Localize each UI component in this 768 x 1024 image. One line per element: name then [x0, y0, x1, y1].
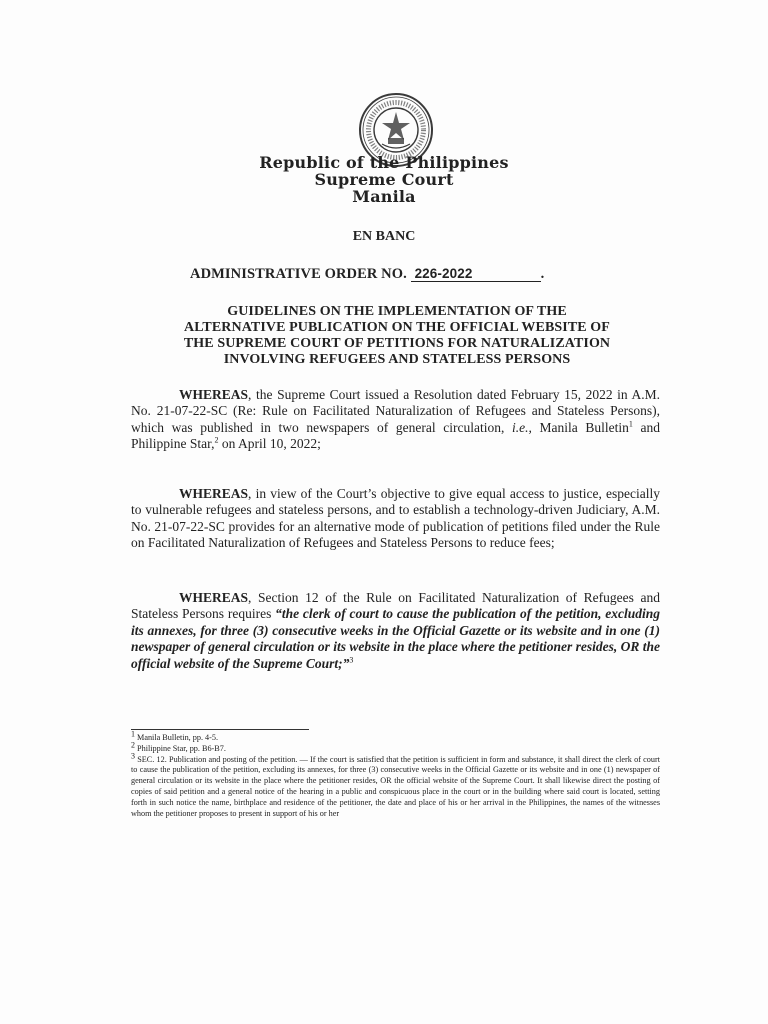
- footnote-number: 3: [131, 750, 135, 760]
- whereas-lead: WHEREAS: [179, 486, 249, 501]
- administrative-order-line: [190, 266, 544, 283]
- header-country: Republic of the Philippines: [259, 153, 509, 172]
- order-dot: .: [540, 266, 545, 282]
- header-court: Supreme Court: [314, 170, 454, 189]
- paragraph-text: , Section 12 of the Rule on Facilitated Naturalization of Refugees and Stateless Persons requires: [131, 590, 660, 622]
- footnote-number: 2: [131, 740, 135, 750]
- title-line: GUIDELINES ON THE IMPLEMENTATION OF THE: [227, 304, 567, 319]
- administrative-order-label: ADMINISTRATIVE ORDER NO.: [190, 266, 407, 282]
- footnote-1: [131, 729, 660, 744]
- footnote-ref: 1: [628, 419, 633, 429]
- document-title: [132, 304, 662, 368]
- en-banc-heading: EN BANC: [352, 229, 416, 244]
- paragraph-text: , the Supreme Court issued a Resolution dated February 15, 2022 in A.M. No. 21-07-22-SC (Re: Rule on Facilitated Naturalization of Refugees and Stateless Persons), which was published in two newspapers of general circulation,: [131, 387, 660, 435]
- paragraph-text: , in view of the Court’s objective to give equal access to justice, especially to vulnerable refugees and stateless persons, and to establish a technology-driven Judiciary, A.M. No. 21-07-22-SC provides for an alternative mode of publication of petitions filed under the Rule on Facilitated Naturalization of Refugees and Stateless Persons to reduce fees;: [131, 486, 660, 551]
- footnote-ref: 3: [349, 655, 354, 665]
- footnote-2: [131, 740, 660, 755]
- footnote-ref: 2: [214, 435, 219, 445]
- administrative-order-number: 226-2022: [411, 266, 541, 282]
- whereas-lead: WHEREAS: [179, 387, 249, 402]
- paragraph-text: Manila Bulletin: [531, 419, 629, 435]
- footnote-number: 1: [131, 729, 135, 739]
- footnote-text: Manila Bulletin, pp. 4-5.: [135, 733, 219, 742]
- paragraph-text: on April 10, 2022;: [218, 436, 321, 452]
- whereas-paragraph-2: [131, 486, 660, 552]
- footnote-3: [131, 750, 660, 820]
- whereas-lead: WHEREAS: [179, 590, 249, 605]
- whereas-paragraph-3: [131, 590, 660, 672]
- paragraph-text: and Philippine Star,: [131, 419, 660, 452]
- title-line: INVOLVING REFUGEES AND STATELESS PERSONS: [223, 352, 571, 367]
- footnotes: [131, 729, 660, 819]
- footnote-divider: [131, 729, 309, 730]
- footnote-text: Philippine Star, pp. B6-B7.: [135, 743, 226, 753]
- court-header: [0, 154, 768, 205]
- title-line: THE SUPREME COURT OF PETITIONS FOR NATURALIZATION: [183, 336, 611, 351]
- whereas-paragraph-1: [131, 387, 660, 453]
- quoted-rule-text: “the clerk of court to cause the publication of the petition, excluding its annexes, for three (3) consecutive weeks in the Official Gazette or its website and in one (1) newspaper of general circulation or its website in the place where the petitioner resides, OR the official website of the Supreme Court;”: [131, 606, 661, 671]
- title-line: ALTERNATIVE PUBLICATION ON THE OFFICIAL WEBSITE OF: [184, 320, 610, 335]
- header-city: Manila: [352, 187, 416, 206]
- footnote-text: SEC. 12. Publication and posting of the petition. — If the court is satisfied that the petition is sufficient in form and substance, it shall direct the clerk of court to cause the publication of the petition, excluding its annexes, for three (3) consecutive weeks in the Official Gazette or its website and in one (1) newspaper of general circulation or its website in the place where the petitioner resides, OR the official website of the Supreme Court. It shall likewise direct the posting of copies of said petition and a general notice of the hearing in a public and conspicuous place in the court or in the building where said court is located, setting forth in such notice the name, birthplace and residence of the petitioner, the date and place of his or her arrival in the Philippines, the names of the witnesses whom the petitioner proposes to present in support of his or her: [131, 754, 660, 818]
- paragraph-ie: i.e.,: [511, 419, 532, 435]
